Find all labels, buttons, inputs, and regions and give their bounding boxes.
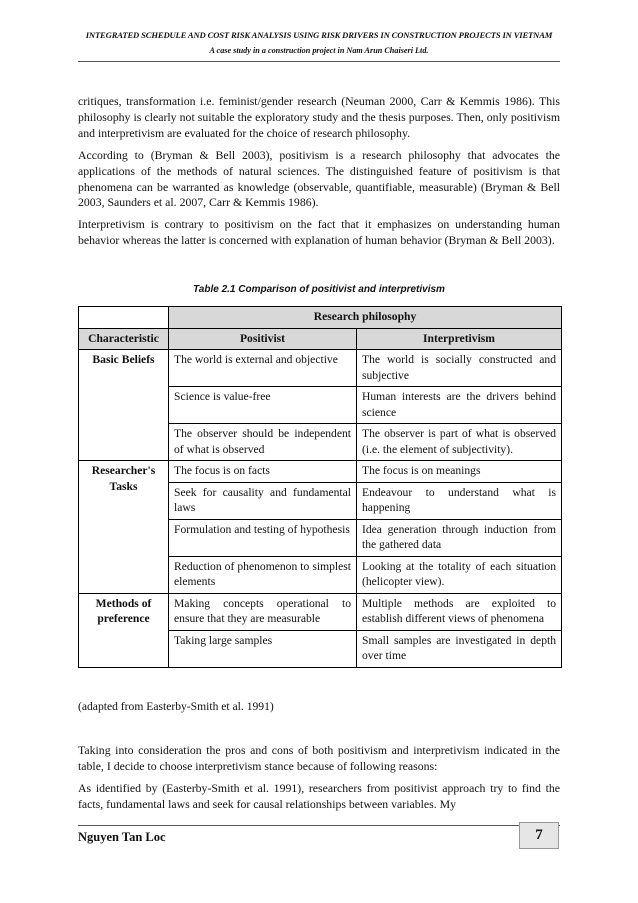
group-header: Research philosophy (169, 307, 562, 329)
interpretivism-cell: The focus is on meanings (357, 461, 562, 483)
category-basic-beliefs: Basic Beliefs (79, 350, 169, 461)
paragraph-5: As identified by (Easterby-Smith et al. 1991), researchers from positivist approach try to find the facts, fundamental laws and seek for causal relationships between variables. My (78, 781, 560, 811)
paragraph-3: Interpretivism is contrary to positivism on the fact that it emphasizes on understanding human behavior whereas the latter is concerned with explanation of human behavior (Bryman & Bell 2003). (78, 217, 560, 247)
category-methods-of-preference: Methods of preference (79, 593, 169, 667)
interpretivism-cell: Human interests are the drivers behind science (357, 387, 562, 424)
footer-author: Nguyen Tan Loc (78, 830, 166, 844)
table-source: (adapted from Easterby-Smith et al. 1991) (78, 700, 274, 713)
table-header-row (79, 328, 562, 350)
interpretivism-cell: Multiple methods are exploited to establish different views of phenomena (357, 593, 562, 630)
table-row (79, 350, 562, 387)
col-characteristic: Characteristic (79, 328, 169, 350)
positivist-cell: The world is external and objective (169, 350, 357, 387)
interpretivism-cell: Looking at the totality of each situation (helicopter view). (357, 556, 562, 593)
header-subtitle: A case study in a construction project in Nam Arun Chaiseri Ltd. (209, 46, 429, 55)
paragraph-4: Taking into consideration the pros and cons of both positivism and interpretivism indicated in the table, I decide to choose interpretivism stance because of following reasons: (78, 743, 560, 773)
positivist-cell: The observer should be independent of what is observed (169, 424, 357, 461)
table-group-header-row (79, 307, 562, 329)
footer-rule (78, 825, 560, 826)
interpretivism-cell: Idea generation through induction from the gathered data (357, 519, 562, 556)
positivist-cell: Seek for causality and fundamental laws (169, 482, 357, 519)
positivist-cell: Formulation and testing of hypothesis (169, 519, 357, 556)
positivist-cell: Science is value-free (169, 387, 357, 424)
positivist-cell: Making concepts operational to ensure that they are measurable (169, 593, 357, 630)
paragraph-2: According to (Bryman & Bell 2003), positivism is a research philosophy that advocates the applications of the methods of natural sciences. The distinguished feature of positivism is that phenomena can be warranted as knowledge (observable, quantifiable, measurable) (Bryman & Bell 2003, Saunders et al. 2007, Carr & Kemmis 1986). (78, 148, 560, 210)
page-number: 7 (519, 822, 559, 849)
col-positivist: Positivist (169, 328, 357, 350)
col-interpretivism: Interpretivism (357, 328, 562, 350)
running-header (78, 30, 560, 55)
table-row (79, 461, 562, 483)
paragraph-1: critiques, transformation i.e. feminist/gender research (Neuman 2000, Carr & Kemmis 1986). This philosophy is clearly not suitable the exploratory study and the thesis purposes. Then, only positivism and interpretivism are evaluated for the choice of research philosophy. (78, 94, 560, 140)
positivist-cell: The focus is on facts (169, 461, 357, 483)
positivist-cell: Reduction of phenomenon to simplest elements (169, 556, 357, 593)
header-title: INTEGRATED SCHEDULE AND COST RISK ANALYSIS USING RISK DRIVERS IN CONSTRUCTION PROJECTS IN VIETNAM (85, 30, 553, 40)
positivist-cell: Taking large samples (169, 630, 357, 667)
table-caption: Table 2.1 Comparison of positivist and interpretivism (193, 284, 445, 295)
interpretivism-cell: Endeavour to understand what is happening (357, 482, 562, 519)
table-row (79, 593, 562, 630)
header-rule (78, 61, 560, 62)
comparison-table (78, 306, 562, 668)
interpretivism-cell: Small samples are investigated in depth over time (357, 630, 562, 667)
interpretivism-cell: The observer is part of what is observed (i.e. the element of subjectivity). (357, 424, 562, 461)
interpretivism-cell: The world is socially constructed and subjective (357, 350, 562, 387)
category-researchers-tasks: Researcher's Tasks (79, 461, 169, 594)
